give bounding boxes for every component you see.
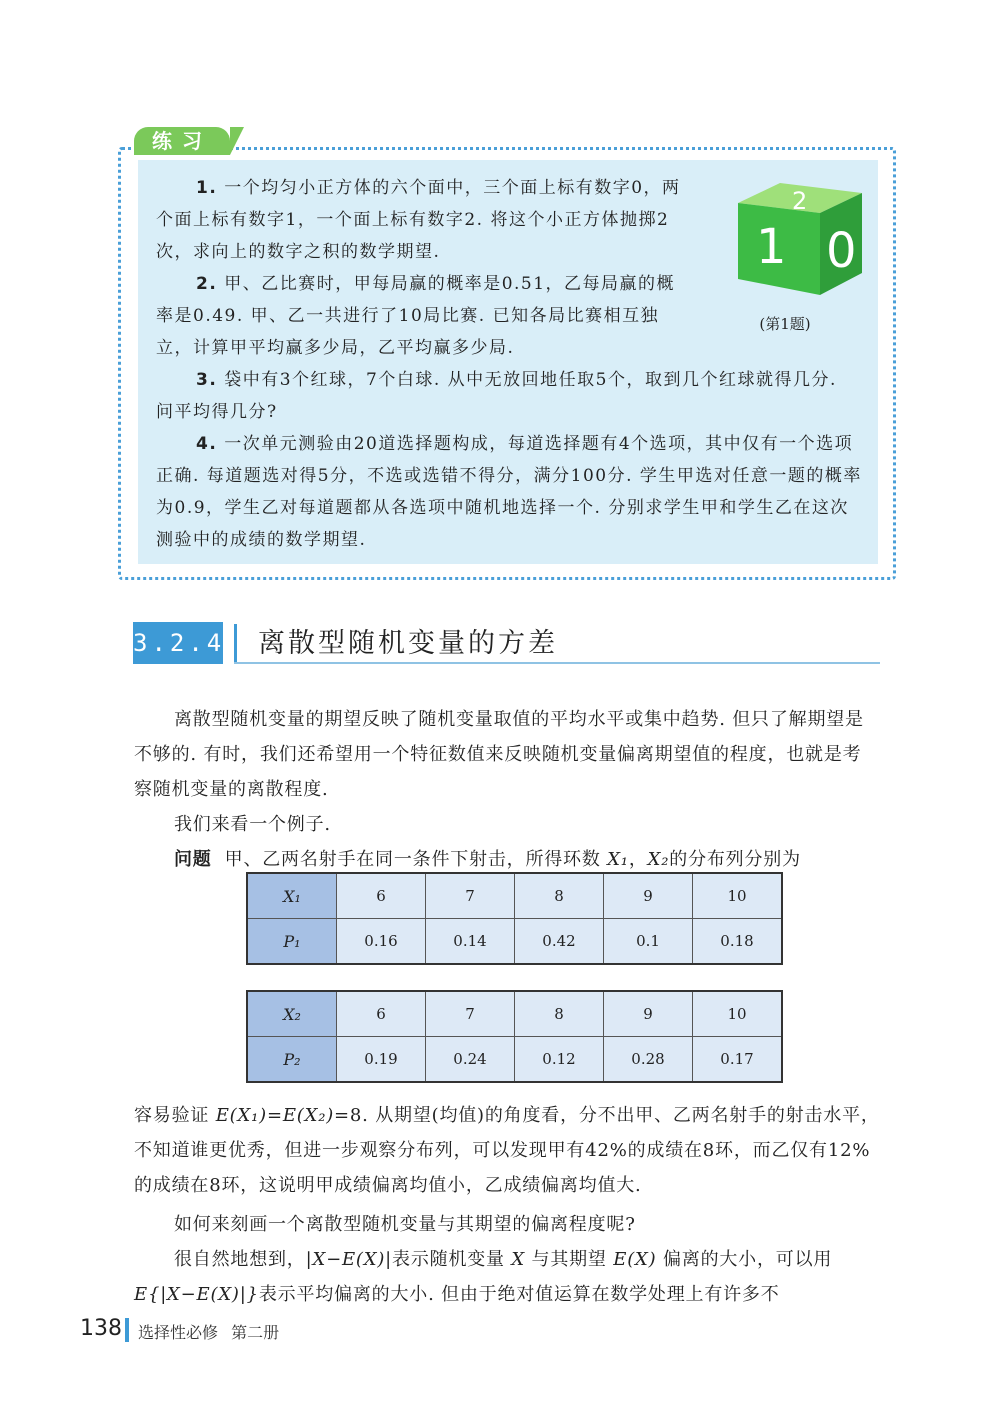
- table-cell: 0.42: [515, 919, 604, 965]
- exercise-tab: 练习: [134, 127, 230, 155]
- exercise-q4: 4. 一次单元测验由20道选择题构成，每道选择题有4个选项，其中仅有一个选项正确. 每道题选对得5分，不选或选错不得分，满分100分. 学生甲选对任意一题的概率为0.9，学生乙对每道题都从各选项中随机地选择一个. 分别求学生甲和学生乙在这次测验中的成绩的数学期望.: [156, 434, 862, 550]
- table-cell: 8: [515, 991, 604, 1037]
- table-row: [247, 1037, 782, 1083]
- cube-face-2: 2: [792, 187, 808, 215]
- table-cell: 6: [337, 991, 426, 1037]
- cube-face-1: 1: [756, 219, 787, 275]
- figure-caption: (第1题): [759, 315, 811, 333]
- cube-face-0: 0: [826, 223, 857, 279]
- table-cell: 0.1: [604, 919, 693, 965]
- table-header-cell: P₁: [247, 919, 337, 965]
- paragraph-4: 如何来刻画一个离散型随机变量与其期望的偏离程度呢?: [174, 1214, 636, 1235]
- footer-divider: [125, 1318, 129, 1342]
- section-number: 3.2.4: [133, 622, 223, 664]
- problem-statement: 问题 甲、乙两名射手在同一条件下射击，所得环数 X₁，X₂的分布列分别为: [174, 849, 801, 870]
- distribution-table-2: [246, 990, 783, 1083]
- paragraph-1: 离散型随机变量的期望反映了随机变量取值的平均水平或集中趋势. 但只了解期望是不够的. 有时，我们还希望用一个特征数值来反映随机变量偏离期望值的程度，也就是考察随机变量的离散程度.: [134, 709, 864, 800]
- table-cell: 0.28: [604, 1037, 693, 1083]
- table-cell: 0.17: [693, 1037, 783, 1083]
- table-cell: 8: [515, 873, 604, 919]
- table-cell: 9: [604, 991, 693, 1037]
- intro-text: [134, 702, 880, 877]
- table-header-cell: X₁: [247, 873, 337, 919]
- paragraph-2: 我们来看一个例子.: [174, 814, 331, 835]
- table-cell: 0.24: [426, 1037, 515, 1083]
- table-cell: 10: [693, 873, 783, 919]
- page-number: 138: [80, 1316, 122, 1341]
- table-cell: 7: [426, 873, 515, 919]
- exercise-q1: 1. 一个均匀小正方体的六个面中，三个面上标有数字0，两个面上标有数字1，一个面上标有数字2. 将这个小正方体抛掷2次，求向上的数字之积的数学期望.: [156, 178, 681, 262]
- table-cell: 6: [337, 873, 426, 919]
- exercise-q2: 2. 甲、乙比赛时，甲每局赢的概率是0.51，乙每局赢的概率是0.49. 甲、乙一共进行了10局比赛. 已知各局比赛相互独立，计算甲平均赢多少局，乙平均赢多少局.: [156, 274, 676, 358]
- paragraph-3: 容易验证 E(X₁)=E(X₂)=8. 从期望(均值)的角度看，分不出甲、乙两名射手的射击水平，不知道谁更优秀，但进一步观察分布列，可以发现甲有42%的成绩在8环，而乙仅有12%的成绩在8环，这说明甲成绩偏离均值小，乙成绩偏离均值大.: [134, 1105, 880, 1196]
- table-cell: 10: [693, 991, 783, 1037]
- table-cell: 0.12: [515, 1037, 604, 1083]
- dice-cube-illustration: [728, 175, 868, 300]
- paragraph-5: 很自然地想到，|X−E(X)|表示随机变量 X 与其期望 E(X) 偏离的大小，可以用E{|X−E(X)|}表示平均偏离的大小. 但由于绝对值运算在数学处理上有许多不: [134, 1249, 833, 1305]
- table-header-cell: X₂: [247, 991, 337, 1037]
- section-underline: [234, 662, 880, 664]
- table-cell: 7: [426, 991, 515, 1037]
- table-cell: 0.14: [426, 919, 515, 965]
- table-row: [247, 991, 782, 1037]
- table-header-cell: P₂: [247, 1037, 337, 1083]
- table-row: [247, 873, 782, 919]
- analysis-text: [134, 1098, 880, 1312]
- exercise-q3: 3. 袋中有3个红球，7个白球. 从中无放回地任取5个，取到几个红球就得几分. 问平均得几分?: [156, 370, 837, 422]
- table-row: [247, 919, 782, 965]
- distribution-table-1: [246, 872, 783, 965]
- table-cell: 0.16: [337, 919, 426, 965]
- section-divider: [234, 624, 237, 662]
- table-cell: 0.19: [337, 1037, 426, 1083]
- section-title: 离散型随机变量的方差: [258, 628, 558, 659]
- table-cell: 0.18: [693, 919, 783, 965]
- book-title: 选择性必修 第二册: [138, 1323, 280, 1342]
- table-cell: 9: [604, 873, 693, 919]
